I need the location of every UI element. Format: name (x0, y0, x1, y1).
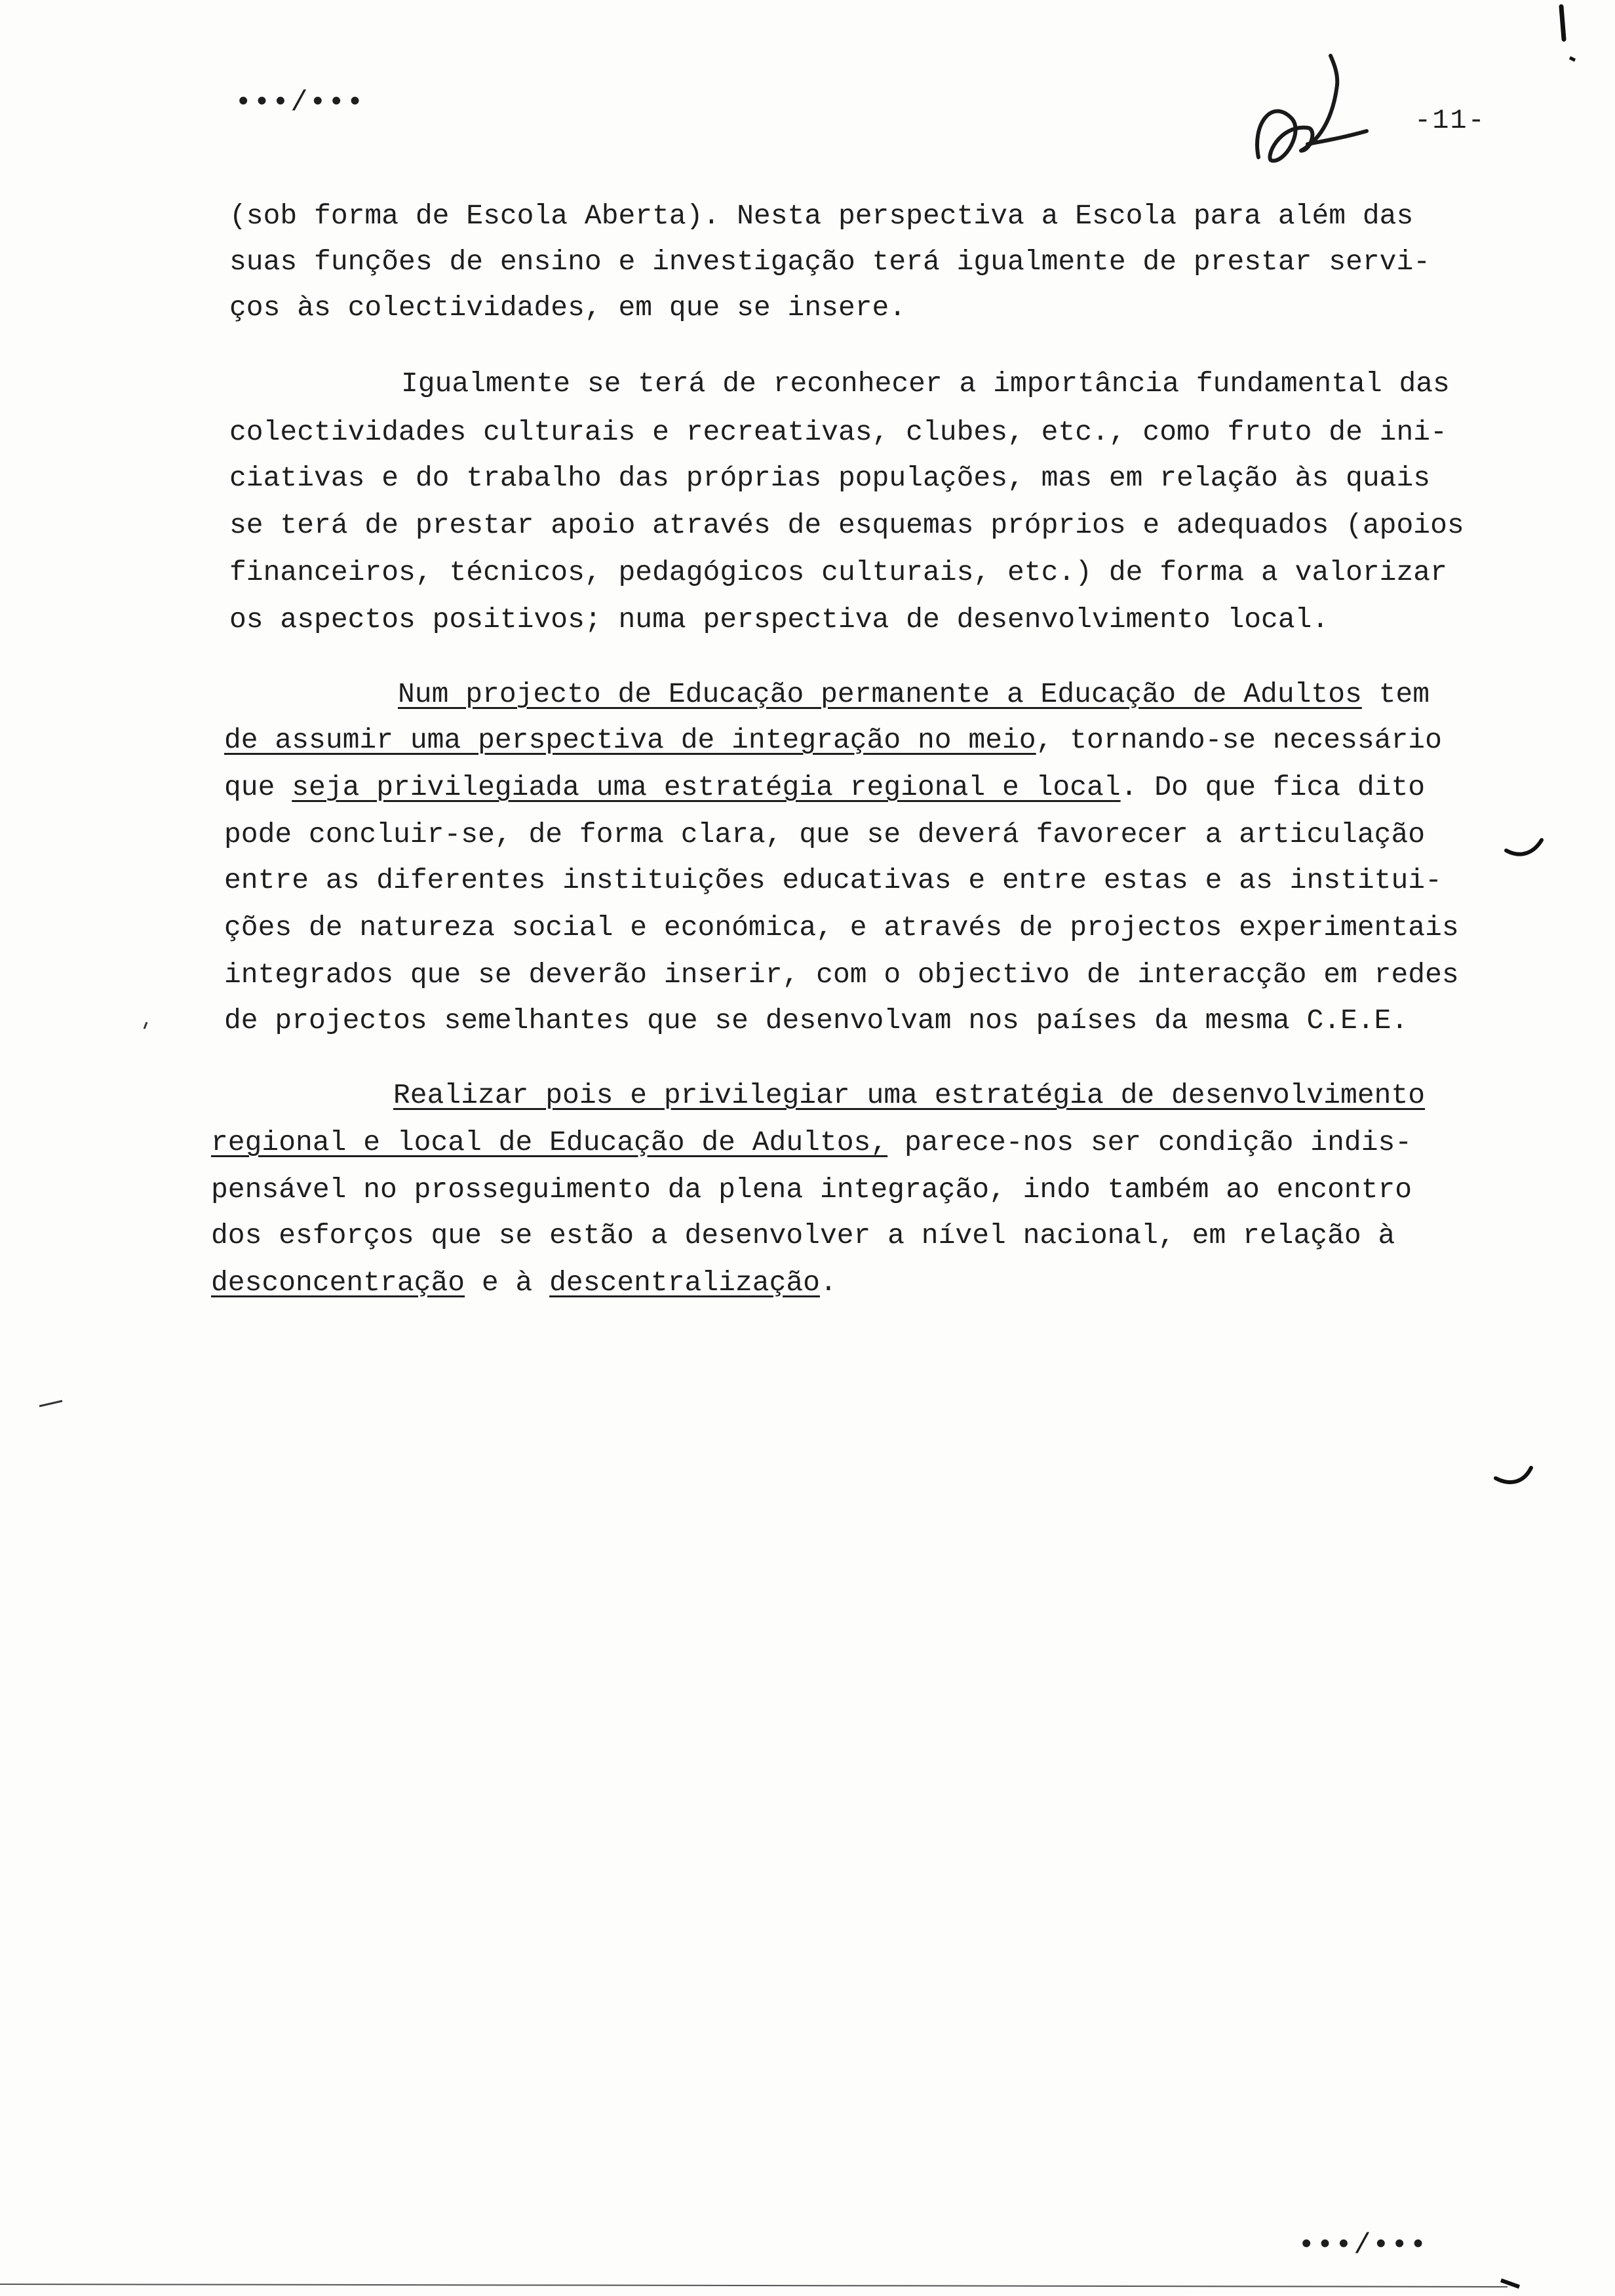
text-line: pensável no prosseguimento da plena integração, indo também ao encontro (211, 1174, 1412, 1206)
margin-mark (1570, 58, 1575, 60)
check-mark (1496, 1468, 1531, 1482)
text-line: entre as diferentes instituições educativas e entre estas e as institui- (224, 864, 1442, 896)
text-line: os aspectos positivos; numa perspectiva de desenvolvimento local. (229, 603, 1329, 636)
text-line: ços às colectividades, em que se insere. (229, 292, 906, 324)
text-segment: tem (1361, 678, 1430, 710)
margin-mark (1501, 2280, 1519, 2287)
margin-mark (1561, 7, 1564, 39)
text-segment: . Do que fica dito (1120, 771, 1426, 803)
margin-mark (144, 1022, 147, 1029)
page-number: -11- (1414, 105, 1486, 136)
underlined-text: de assumir uma perspectiva de integração no meio (224, 724, 1036, 756)
text-line: ciativas e do trabalho das próprias populações, mas em relação às quais (229, 462, 1431, 494)
text-line: de projectos semelhantes que se desenvolvam nos países da mesma C.E.E. (224, 1004, 1409, 1037)
text-line: se terá de prestar apoio através de esquemas próprios e adequados (apoios (229, 509, 1464, 541)
text-segment: que (224, 771, 292, 803)
text-line: integrados que se deverão inserir, com o objectivo de interacção em redes (224, 959, 1459, 991)
check-mark (1506, 840, 1542, 854)
underlined-text: Realizar pois e privilegiar uma estratégia de desenvolvimento (393, 1079, 1426, 1111)
text-line: dos esforços que se estão a desenvolver a nível nacional, em relação à (211, 1219, 1395, 1252)
text-line: suas funções de ensino e investigação terá igualmente de prestar servi- (229, 246, 1431, 278)
text-segment: . (819, 1267, 837, 1299)
underlined-text: desconcentração (211, 1267, 465, 1299)
text-line: colectividades culturais e recreativas, clubes, etc., como fruto de ini- (229, 416, 1447, 448)
text-line: financeiros, técnicos, pedagógicos culturais, etc.) de forma a valorizar (229, 556, 1447, 588)
text-line: ções de natureza social e económica, e através de projectos experimentais (224, 911, 1459, 944)
text-line: pode concluir-se, de forma clara, que se deverá favorecer a articulação (224, 818, 1426, 851)
text-segment: parece-nos ser condição indis- (887, 1126, 1412, 1158)
continuation-mark-bottom: •••/••• (1298, 2229, 1428, 2262)
underlined-text: descentralização (549, 1267, 820, 1299)
continuation-mark-top: •••/••• (235, 86, 365, 119)
text-segment: , tornando-se necessário (1036, 724, 1442, 756)
underlined-text: seja privilegiada uma estratégia regional e local (292, 771, 1121, 803)
underlined-text: regional e local de Educação de Adultos, (211, 1126, 888, 1158)
text-segment: e à (465, 1267, 550, 1299)
page-edge (0, 2284, 1508, 2287)
text-line: Igualmente se terá de reconhecer a importância fundamental das (401, 368, 1450, 400)
underlined-text: Num projecto de Educação permanente a Educação de Adultos (398, 678, 1362, 710)
text-line: (sob forma de Escola Aberta). Nesta perspectiva a Escola para além das (229, 200, 1414, 232)
margin-mark (39, 1401, 62, 1406)
